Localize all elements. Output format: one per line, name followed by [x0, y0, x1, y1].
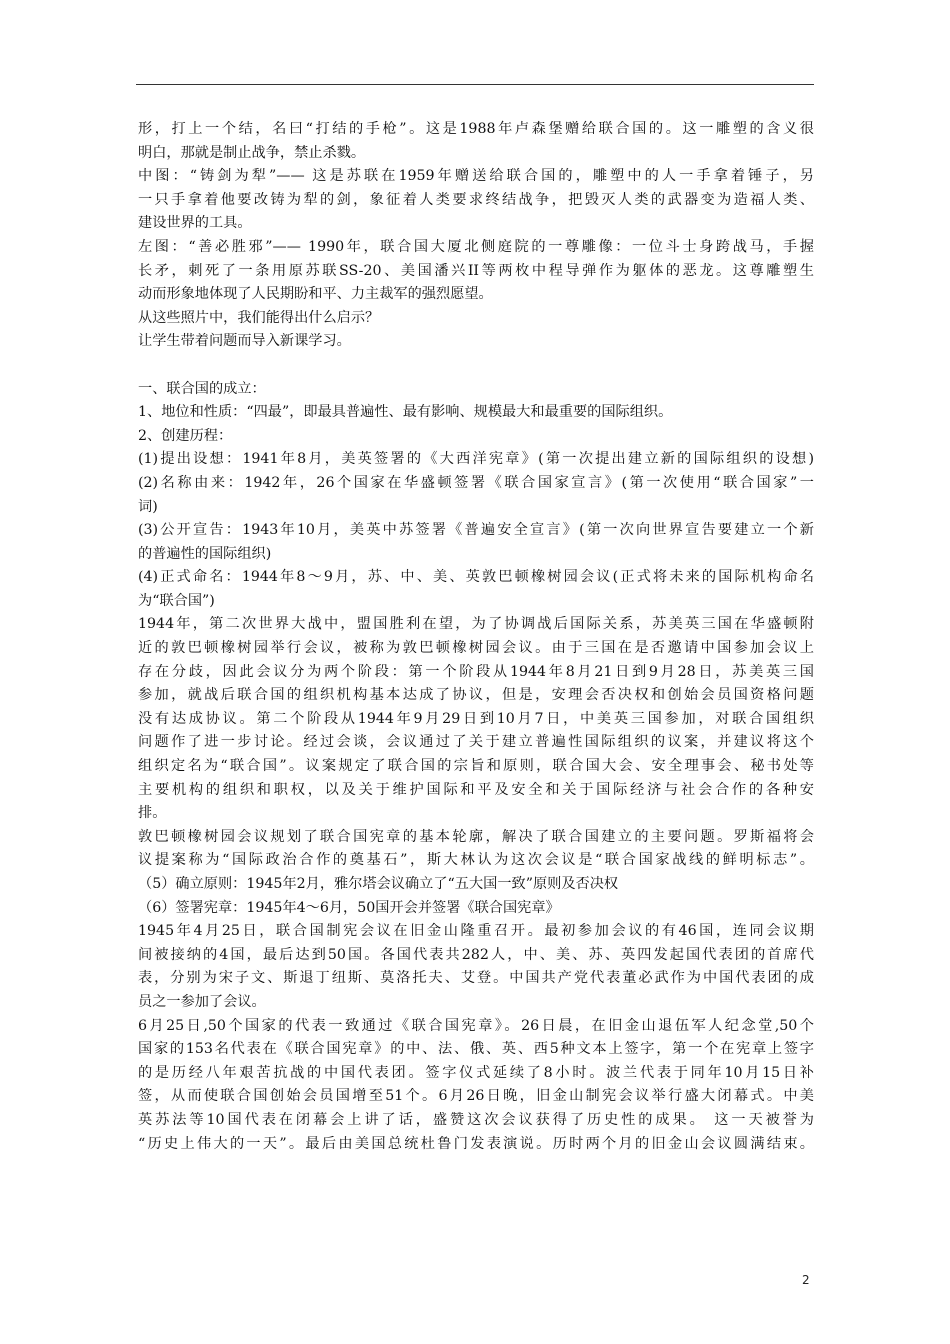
- text-line: 让学生带着问题而导入新课学习。: [138, 333, 351, 350]
- text-line: 参加，就战后联合国的组织机构基本达成了协议，但是，安理会否决权和创始会员国资格问题: [138, 687, 814, 704]
- text-line: 国家的153名代表在《联合国宪章》的中、法、俄、英、西5种文本上签字，第一个在宪章上签字: [138, 1041, 814, 1058]
- blank-line: [138, 354, 814, 378]
- text-line: 1、地位和性质：“四最”，即最具普遍性、最有影响、规模最大和最重要的国际组织。: [138, 404, 673, 421]
- text-line: 6月25日,50个国家的代表一致通过《联合国宪章》。26日晨，在旧金山退伍军人纪念堂,50个: [138, 1017, 814, 1034]
- text-line: 的是历经八年艰苦抗战的中国代表团。签字仪式延续了8小时。波兰代表于同年10月15日补: [138, 1064, 814, 1081]
- text-line: 主要机构的组织和职权，以及关于维护国际和平及安全和关于国际经济与社会合作的各种安: [138, 781, 814, 798]
- text-line: 排。: [138, 805, 167, 822]
- text-line: 从这些照片中，我们能得出什么启示？: [138, 309, 380, 326]
- text-line: 1944年，第二次世界大战中，盟国胜利在望，为了协调战后国际关系，苏美英三国在华盛顿附: [138, 616, 814, 633]
- text-line: “历史上伟大的一天”。最后由美国总统杜鲁门发表演说。历时两个月的旧金山会议圆满结束。: [138, 1135, 814, 1152]
- text-line: 员之一参加了会议。: [138, 993, 266, 1010]
- text-line: 词): [138, 498, 158, 515]
- page-number: 2: [802, 1273, 810, 1287]
- text-line: 英苏法等10国代表在闭幕会上讲了话，盛赞这次会议获得了历史性的成果。 这一天被誉为: [138, 1111, 814, 1128]
- text-line: （5）确立原则：1945年2月，雅尔塔会议确立了“五大国一致”原则及否决权: [138, 876, 619, 892]
- text-line: 敦巴顿橡树园会议规划了联合国宪章的基本轮廓，解决了联合国建立的主要问题。罗斯福将会: [138, 828, 814, 845]
- text-line: 1945年4月25日，联合国制宪会议在旧金山隆重召开。最初参加会议的有46国，连同会议期: [138, 923, 814, 940]
- text-line: (1)提出设想：1941年8月，美英签署的《大西洋宪章》(第一次提出建立新的国际组织的设想): [138, 451, 814, 468]
- text-line: (4)正式命名：1944年8～9月，苏、中、美、英敦巴顿橡树园会议(正式将未来的国际机构命名: [138, 569, 814, 586]
- text-line: 中图：“铸剑为犁”—— 这是苏联在1959年赠送给联合国的，雕塑中的人一手拿着锤子，另: [138, 168, 814, 185]
- text-line: 一只手拿着他要改铸为犁的剑，象征着人类要求终结战争，把毁灭人类的武器变为造福人类、: [138, 191, 814, 208]
- text-line: 存在分歧，因此会议分为两个阶段：第一个阶段从1944年8月21日到9月28日，苏美英三国: [138, 663, 814, 680]
- text-line: 明白，那就是制止战争，禁止杀戮。: [138, 144, 366, 161]
- text-line: 表，分别为宋子文、斯退丁纽斯、莫洛托夫、艾登。中国共产党代表董必武作为中国代表团的成: [138, 970, 814, 987]
- text-line: 左图：“善必胜邪”—— 1990年，联合国大厦北侧庭院的一尊雕像：一位斗士身跨战马，手握: [138, 238, 814, 255]
- text-line: 形，打上一个结，名曰“打结的手枪”。这是1988年卢森堡赠给联合国的。这一雕塑的含义很: [138, 121, 814, 137]
- text-line: 为“联合国”): [138, 592, 215, 609]
- text-line: 长矛，刺死了一条用原苏联SS-20、美国潘兴II等两枚中程导弹作为躯体的恶龙。这尊雕塑生: [138, 262, 814, 279]
- text-line: （6）签署宪章：1945年4～6月，50国开会并签署《联合国宪章》: [138, 899, 560, 916]
- text-line: 没有达成协议。第二个阶段从1944年9月29日到10月7日，中美英三国参加，对联合国组织: [138, 710, 814, 727]
- text-line: 间被接纳的4国，最后达到50国。各国代表共282人，中、美、苏、英四发起国代表团的首席代: [138, 946, 814, 963]
- text-line: 一、联合国的成立：: [138, 380, 266, 397]
- text-line: 议提案称为“国际政治合作的奠基石”，斯大林认为这次会议是“联合国家战线的鲜明标志”。: [138, 852, 814, 869]
- text-line: 问题作了进一步讨论。经过会谈，会议通过了关于建立普遍性国际组织的议案，并建议将这个: [138, 734, 814, 751]
- text-line: 建设世界的工具。: [138, 215, 252, 232]
- header-rule: [136, 84, 814, 85]
- text-line: 的普遍性的国际组织): [138, 545, 272, 562]
- text-line: (2)名称由来：1942年，26个国家在华盛顿签署《联合国家宣言》(第一次使用“联合国家”一: [138, 474, 814, 491]
- text-line: 动而形象地体现了人民期盼和平、力主裁军的强烈愿望。: [138, 286, 493, 303]
- document-body: [138, 118, 814, 1156]
- text-line: 近的敦巴顿橡树园举行会议，被称为敦巴顿橡树园会议。由于三国在是否邀请中国参加会议上: [138, 640, 814, 657]
- text-line: (3)公开宣告：1943年10月，美英中苏签署《普遍安全宣言》(第一次向世界宣告要建立一个新: [138, 522, 814, 539]
- text-line: 签，从而使联合国创始会员国增至51个。6月26日晚，旧金山制宪会议举行盛大闭幕式。中美: [138, 1088, 814, 1105]
- text-line: 组织定名为“联合国”。议案规定了联合国的宗旨和原则，联合国大会、安全理事会、秘书处等: [138, 758, 814, 775]
- text-line: 2、创建历程：: [138, 427, 233, 444]
